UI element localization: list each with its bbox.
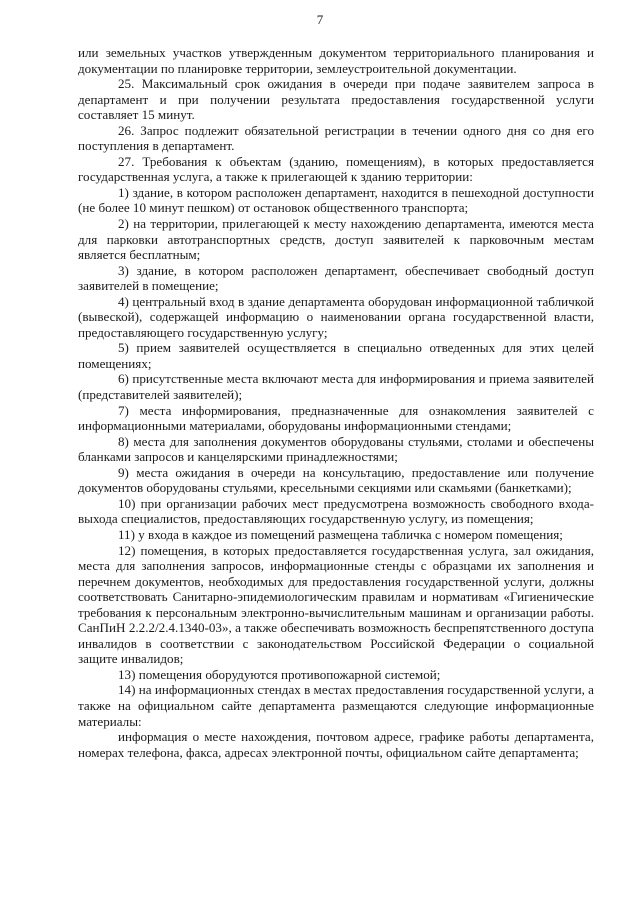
list-item-13: 13) помещения оборудуются противопожарной системой; — [118, 666, 441, 682]
list-item-10: 10) при организации рабочих мест предусмотрена возможность свободного входа-выхода специалистов, предоставляющих государственную услугу, из помещения; — [78, 495, 594, 527]
list-item-2: 2) на территории, прилегающей к месту нахождению департамента, имеются места для парковки автотранспортных средств, доступ заявителей к парковочным местам является бесплатным; — [78, 216, 594, 263]
list-item-4: 4) центральный вход в здание департамента оборудован информационной табличкой (вывеской), содержащей информацию о наименовании органа государственной власти, предоставляющего государственную услугу; — [78, 293, 594, 340]
paragraph-continuation: или земельных участков утвержденным документом территориального планирования и документации по планировке территории, землеустроительной документации. — [78, 45, 594, 76]
list-item-8: 8) места для заполнения документов оборудованы стульями, столами и обеспечены бланками запросов и канцелярскими принадлежностями; — [78, 433, 594, 465]
list-item-14: 14) на информационных стендах в местах предоставления государственной услуги, а также на официальном сайте департамента размещаются следующие информационные материалы: — [78, 682, 594, 729]
page-number: 7 — [316, 12, 324, 27]
paragraph-27: 27. Требования к объектам (зданию, помещениям), в которых предоставляется государственная услуга, а также к прилегающей к зданию территории: — [78, 153, 594, 185]
list-item-12: 12) помещения, в которых предоставляется государственная услуга, зал ожидания, места для заполнения запросов, информационные стенды с образцами их заполнения и перечнем документов, необходимых для предоставления государственной услуги, должны соответствовать Санитарно-эпидемиологическим правилам и нормативам «Гигиенические требования к персональным электронно-вычислительным машинам и организации работы. СанПиН 2.2.2/2.4.1340-03», а также обеспечивать возможность беспрепятственного доступа инвалидов в соответствии с законодательством Российской Федерации о социальной защите инвалидов; — [78, 542, 594, 667]
list-item-5: 5) прием заявителей осуществляется в специально отведенных для этих целей помещениях; — [78, 340, 594, 371]
list-item-9: 9) места ожидания в очереди на консультацию, предоставление или получение документов оборудованы стульями, кресельными секциями или скамьями (банкетками); — [78, 464, 594, 496]
paragraph-26: 26. Запрос подлежит обязательной регистрации в течении одного дня со дня его поступления в департамент. — [78, 122, 594, 154]
list-item-3: 3) здание, в котором расположен департамент, обеспечивает свободный доступ заявителей в помещение; — [78, 262, 594, 294]
list-item-11: 11) у входа в каждое из помещений размещена табличка с номером помещения; — [118, 526, 563, 542]
list-item-1: 1) здание, в котором расположен департамент, находится в пешеходной доступности (не более 10 минут пешком) от остановок общественного транспорта; — [78, 184, 594, 216]
document-body — [78, 45, 594, 760]
info-materials-item: информация о месте нахождения, почтовом адресе, графике работы департамента, номерах телефона, факса, адресах электронной почты, официальном сайте департамента; — [78, 729, 594, 760]
paragraph-25: 25. Максимальный срок ожидания в очереди при подаче заявителем запроса в департамент и при получении результата предоставления государственной услуги составляет 15 минут. — [78, 76, 594, 123]
list-item-7: 7) места информирования, предназначенные для ознакомления заявителей с информационными материалами, оборудованы информационными стендами; — [78, 402, 594, 434]
list-item-6: 6) присутственные места включают места для информирования и приема заявителей (представителей заявителей); — [78, 371, 594, 403]
